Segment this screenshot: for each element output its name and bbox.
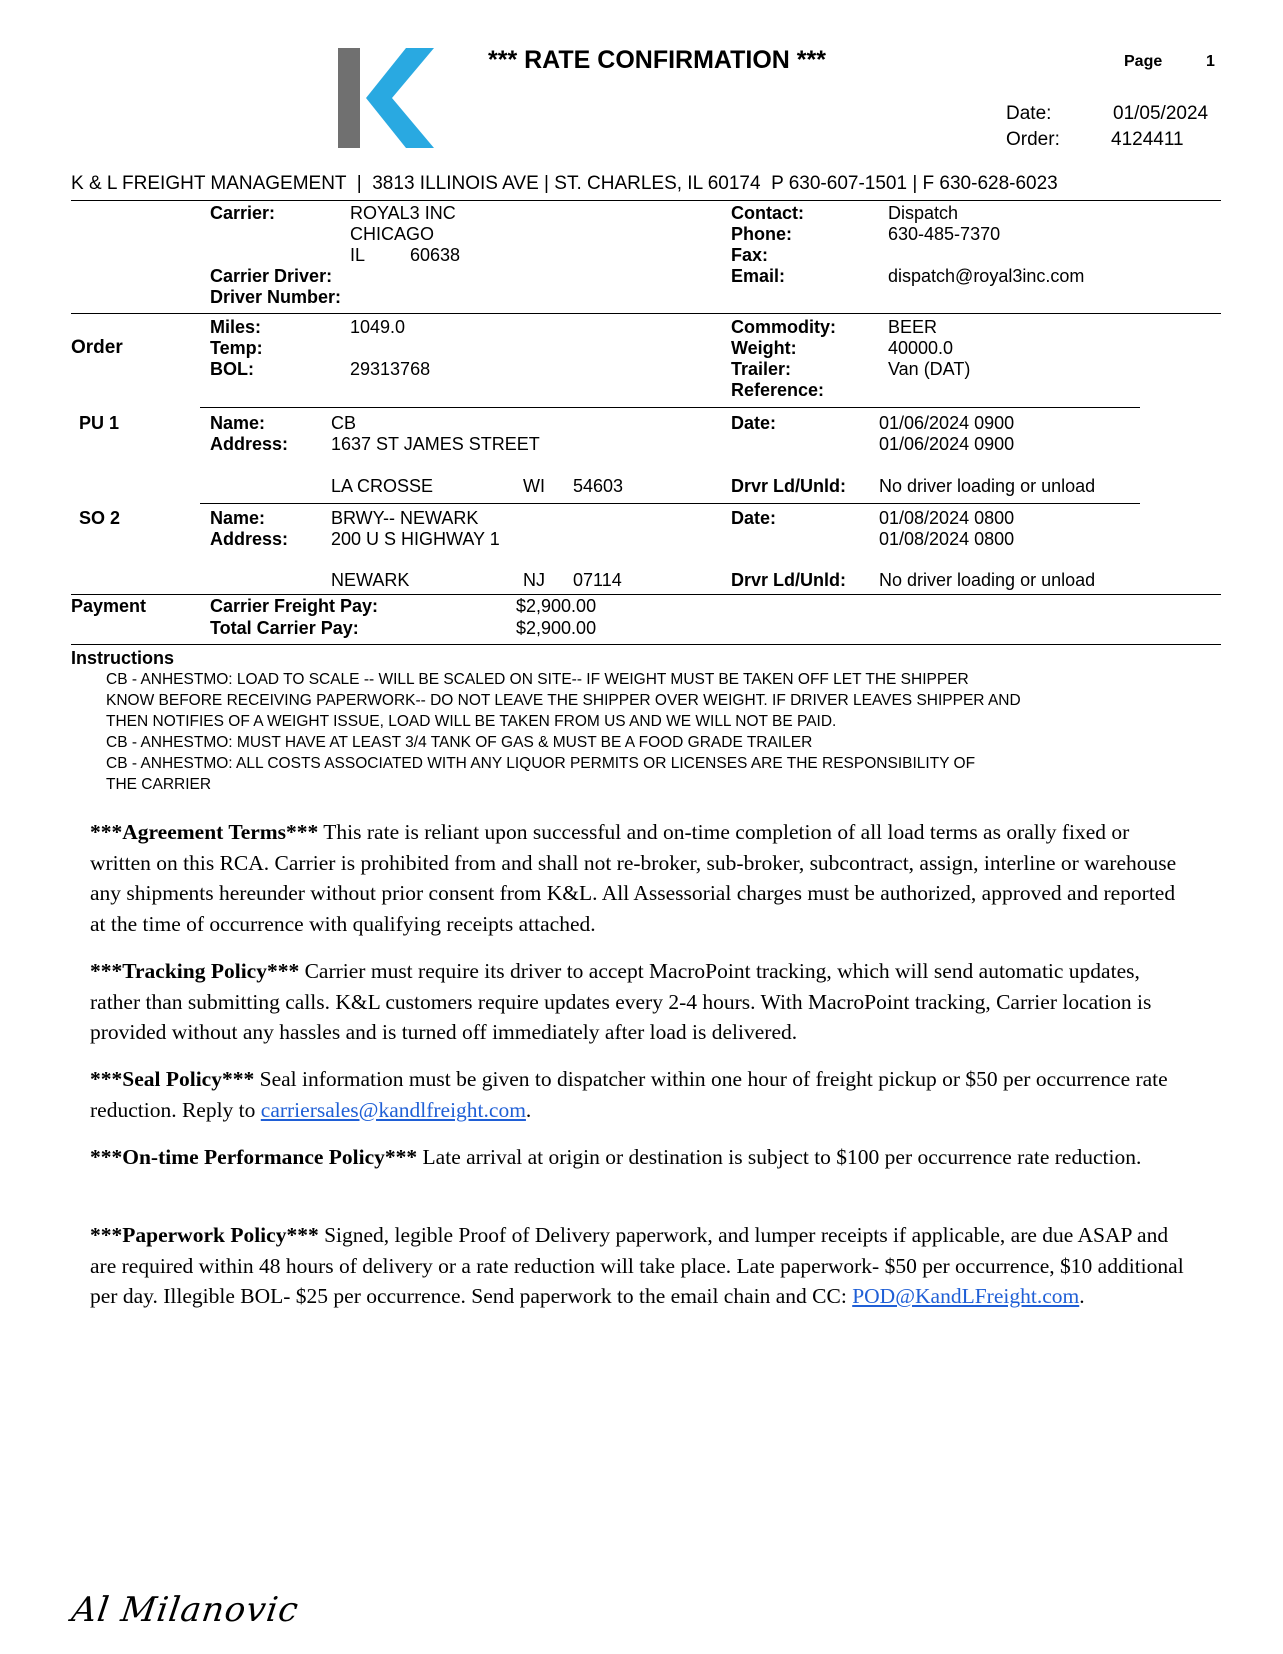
paperwork-text: Signed, legible Proof of Delivery paperwork, and lumper receipts if applicable, are due ASAP and are required within 48 hours of delivery or a rate reduction will take place. Late paperwork- $50 per occurrence, $10 additional per day. Illegible BOL- $25 per occurrence. Send paperwork to the email chain and CC: bbox=[90, 1223, 1184, 1308]
page-number: 1 bbox=[1206, 53, 1215, 70]
phone-value: 630-485-7370 bbox=[888, 224, 1001, 244]
instruction-line: CB - ANHESTMO: LOAD TO SCALE -- WILL BE SCALED ON SITE-- IF WEIGHT MUST BE TAKEN OFF LET THE SHIPPER bbox=[106, 671, 969, 688]
trailer-value: Van (DAT) bbox=[888, 359, 971, 379]
stop-name: CB bbox=[331, 413, 357, 433]
carrier-state: IL bbox=[350, 245, 366, 265]
page-label: Page bbox=[1124, 53, 1163, 70]
stop-name-label: Name: bbox=[210, 508, 266, 528]
bol-value: 29313768 bbox=[350, 359, 431, 379]
carrier-city: CHICAGO bbox=[350, 224, 435, 244]
stop-city: LA CROSSE bbox=[331, 476, 434, 496]
stop-date-label: Date: bbox=[731, 508, 777, 528]
stop-address: 200 U S HIGHWAY 1 bbox=[331, 529, 500, 549]
stop-address-label: Address: bbox=[210, 434, 289, 454]
order-label: Order: bbox=[1006, 129, 1060, 150]
ontime-title: ***On-time Performance Policy*** bbox=[90, 1145, 418, 1169]
carrier-zip: 60638 bbox=[410, 245, 461, 265]
instructions-title: Instructions bbox=[71, 648, 175, 668]
stop-date-label: Date: bbox=[731, 413, 777, 433]
temp-label: Temp: bbox=[210, 338, 263, 358]
trailer-label: Trailer: bbox=[731, 359, 792, 379]
tracking-title: ***Tracking Policy*** bbox=[90, 959, 300, 983]
stop-date-1: 01/06/2024 0900 bbox=[879, 413, 1015, 433]
rule-header bbox=[71, 200, 1221, 201]
date-value: 01/05/2024 bbox=[1113, 103, 1209, 124]
stop-zip: 54603 bbox=[573, 476, 624, 496]
agreement-title: ***Agreement Terms*** bbox=[90, 820, 319, 844]
carrier-name: ROYAL3 INC bbox=[350, 203, 456, 223]
stop-state: WI bbox=[523, 476, 545, 496]
ontime-text: Late arrival at origin or destination is subject to $100 per occurrence rate reduction. bbox=[417, 1145, 1142, 1169]
stop-address-label: Address: bbox=[210, 529, 289, 549]
fax-label: Fax: bbox=[731, 245, 769, 265]
weight-value: 40000.0 bbox=[888, 338, 954, 358]
stop-ld-label: Drvr Ld/Unld: bbox=[731, 570, 846, 590]
stop-name-label: Name: bbox=[210, 413, 266, 433]
seal-end: . bbox=[525, 1097, 532, 1122]
tracking-text: Carrier must require its driver to accept MacroPoint tracking, which will send automatic updates, rather than submitting calls. K&L customers require updates every 2-4 hours. With MacroPoint tracking, Carrier location is provided without any hassles and is turned off immediately after load is delivered. bbox=[90, 959, 1152, 1044]
total-pay-value: $2,900.00 bbox=[516, 618, 597, 638]
stop-ld-value: No driver loading or unload bbox=[879, 476, 1096, 496]
contact-label: Contact: bbox=[731, 203, 804, 223]
reference-label: Reference: bbox=[731, 380, 825, 400]
miles-value: 1049.0 bbox=[350, 317, 406, 337]
seal-policy bbox=[90, 1064, 1190, 1125]
miles-label: Miles: bbox=[210, 317, 262, 337]
freight-pay-value: $2,900.00 bbox=[516, 596, 597, 616]
stop-label: PU 1 bbox=[79, 413, 120, 433]
tracking-policy bbox=[90, 956, 1190, 1048]
paperwork-policy bbox=[90, 1220, 1190, 1312]
total-pay-label: Total Carrier Pay: bbox=[210, 618, 359, 638]
email-value: dispatch@royal3inc.com bbox=[888, 266, 1085, 286]
stop-zip: 07114 bbox=[573, 570, 622, 590]
commodity-label: Commodity: bbox=[731, 317, 836, 337]
stop-ld-label: Drvr Ld/Unld: bbox=[731, 476, 846, 496]
payment-section-label: Payment bbox=[71, 596, 147, 616]
instruction-line: CB - ANHESTMO: ALL COSTS ASSOCIATED WITH ANY LIQUOR PERMITS OR LICENSES ARE THE RESPONSIBILITY OF bbox=[106, 755, 976, 772]
date-label: Date: bbox=[1006, 103, 1052, 124]
rule-payment bbox=[71, 644, 1221, 645]
commodity-value: BEER bbox=[888, 317, 938, 337]
email-label: Email: bbox=[731, 266, 786, 286]
stop-date-2: 01/06/2024 0900 bbox=[879, 434, 1015, 454]
paperwork-end: . bbox=[1079, 1284, 1085, 1308]
company-logo bbox=[338, 46, 438, 150]
logo-upper-arm bbox=[366, 48, 434, 98]
instruction-line: KNOW BEFORE RECEIVING PAPERWORK-- DO NOT LEAVE THE SHIPPER OVER WEIGHT. IF DRIVER LEAVES SHIPPER AND bbox=[106, 692, 1021, 709]
rule-stop2 bbox=[71, 594, 1221, 595]
phone-label: Phone: bbox=[731, 224, 792, 244]
contact-value: Dispatch bbox=[888, 203, 959, 223]
agreement-terms bbox=[90, 817, 1190, 939]
stop-address: 1637 ST JAMES STREET bbox=[331, 434, 540, 454]
agreement-text: This rate is reliant upon successful and on-time completion of all load terms as orally fixed or written on this RCA. Carrier is prohibited from and shall not re-broker, sub-broker, subcontract, assign, interline or warehouse any shipments hereunder without prior consent from K&L. All Assessorial charges must be authorized, approved and reported at the time of occurrence with qualifying receipts attached. bbox=[90, 820, 1177, 936]
driver-number-label: Driver Number: bbox=[210, 287, 342, 307]
stop-city: NEWARK bbox=[331, 570, 410, 590]
logo-bar bbox=[338, 48, 360, 148]
rule-stop1 bbox=[200, 503, 1140, 504]
carrier-sales-email-link[interactable]: carriersales@kandlfreight.com bbox=[260, 1097, 526, 1122]
bol-label: BOL: bbox=[210, 359, 254, 379]
stop-name: BRWY-- NEWARK bbox=[331, 508, 479, 528]
rule-order bbox=[200, 407, 1140, 408]
paperwork-title: ***Paperwork Policy*** bbox=[90, 1223, 319, 1247]
document-title: *** RATE CONFIRMATION *** bbox=[488, 46, 826, 74]
stop-date-1: 01/08/2024 0800 bbox=[879, 508, 1015, 528]
order-value: 4124411 bbox=[1111, 129, 1184, 150]
stop-ld-value: No driver loading or unload bbox=[879, 570, 1096, 590]
order-section-label: Order bbox=[71, 337, 123, 358]
freight-pay-label: Carrier Freight Pay: bbox=[210, 596, 379, 616]
weight-label: Weight: bbox=[731, 338, 797, 358]
stop-state: NJ bbox=[523, 570, 545, 590]
stop-label: SO 2 bbox=[79, 508, 121, 528]
instruction-line: THEN NOTIFIES OF A WEIGHT ISSUE, LOAD WILL BE TAKEN FROM US AND WE WILL NOT BE PAID. bbox=[106, 713, 837, 730]
instruction-line: CB - ANHESTMO: MUST HAVE AT LEAST 3/4 TANK OF GAS & MUST BE A FOOD GRADE TRAILER bbox=[106, 734, 813, 751]
company-line: K & L FREIGHT MANAGEMENT | 3813 ILLINOIS AVE | ST. CHARLES, IL 60174 P 630-607-1501 | F 630-628-6023 bbox=[71, 173, 1058, 194]
rule-carrier bbox=[71, 313, 1221, 314]
carrier-driver-label: Carrier Driver: bbox=[210, 266, 333, 286]
instruction-line: THE CARRIER bbox=[106, 776, 212, 793]
carrier-label: Carrier: bbox=[210, 203, 276, 223]
ontime-policy bbox=[90, 1142, 1190, 1173]
seal-title: ***Seal Policy*** bbox=[90, 1067, 255, 1091]
seal-text: Seal information must be given to dispatcher within one hour of freight pickup or $50 per occurrence rate reduction. Reply to bbox=[90, 1067, 1168, 1122]
logo-lower-arm bbox=[366, 98, 434, 148]
pod-email-link[interactable]: POD@KandLFreight.com bbox=[852, 1284, 1080, 1308]
signature: Al Milanovic bbox=[69, 1590, 302, 1630]
stop-date-2: 01/08/2024 0800 bbox=[879, 529, 1015, 549]
